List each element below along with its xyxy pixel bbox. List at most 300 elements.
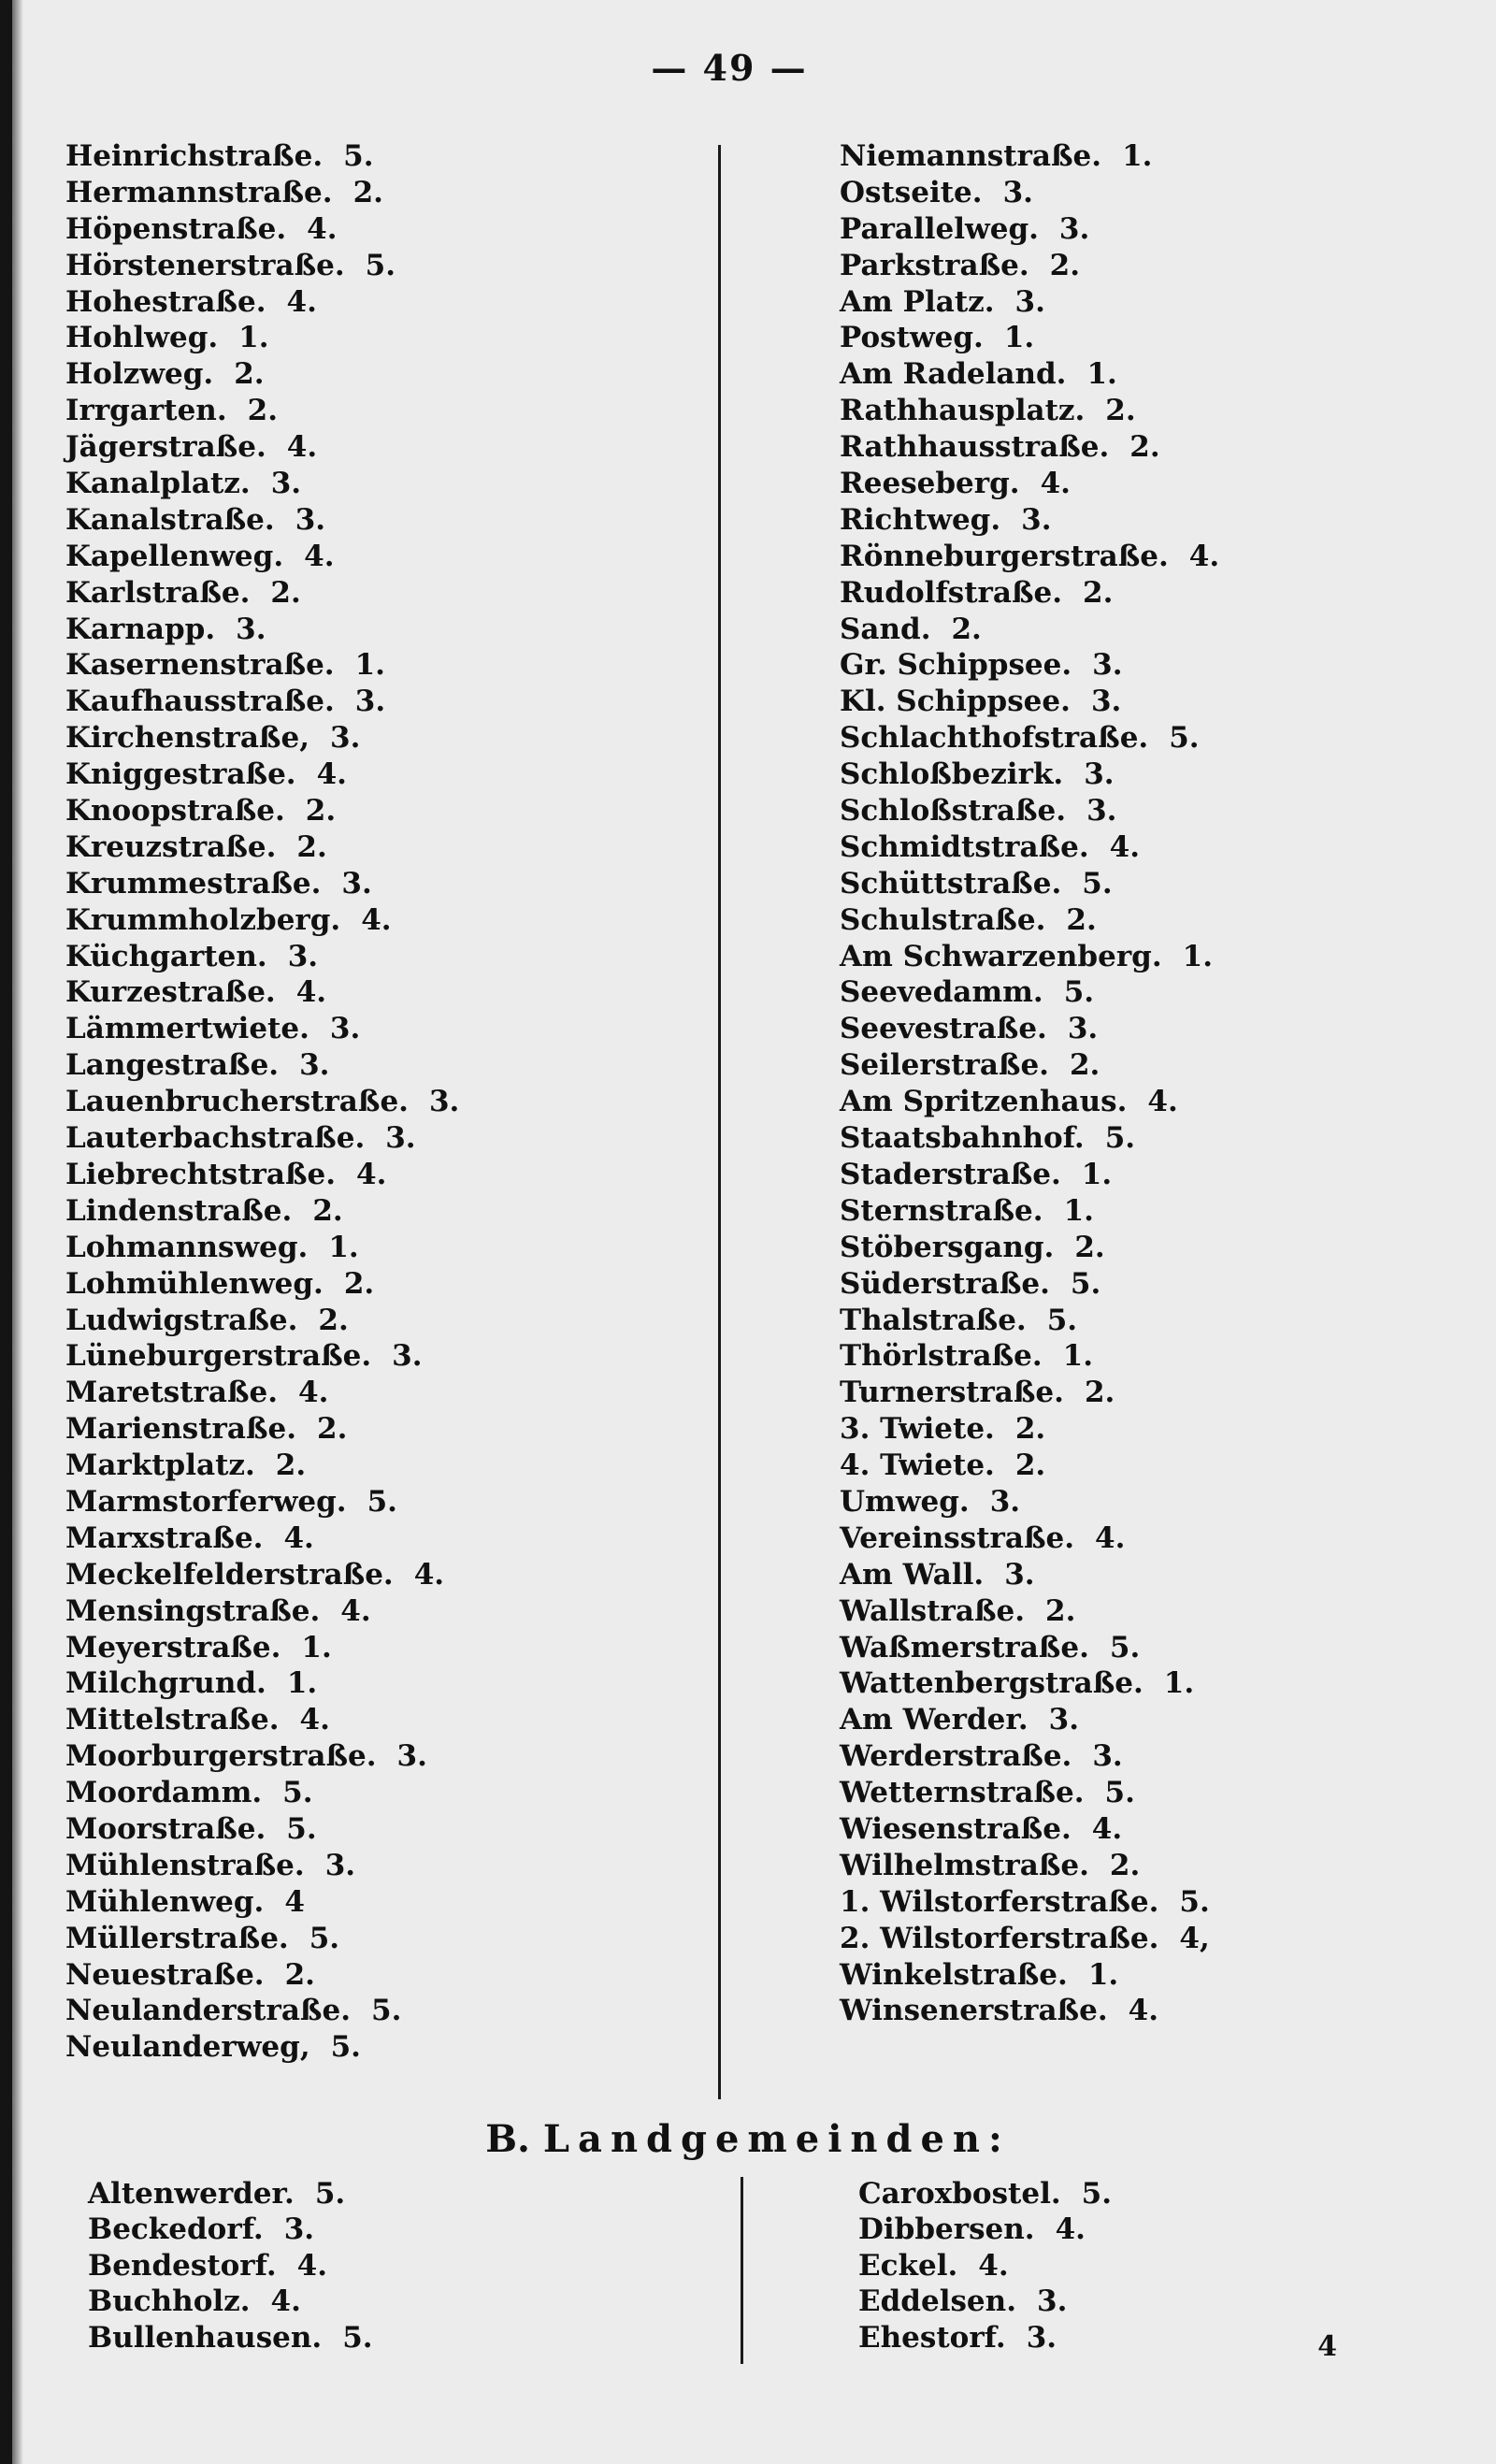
entry-name: Mühlenweg. <box>65 1884 265 1919</box>
entry-name: Schlachthofstraße. <box>840 721 1149 756</box>
list-entry <box>840 138 1219 175</box>
entry-number: 2. <box>1049 248 1081 282</box>
list-entry <box>65 393 459 429</box>
entry-name: Seevedamm. <box>840 975 1043 1010</box>
list-entry <box>65 939 459 975</box>
list-entry <box>65 575 459 612</box>
list-entry <box>840 575 1219 612</box>
entry-number: 2. <box>234 357 265 392</box>
list-entry <box>840 1665 1219 1702</box>
community-list-left <box>88 2176 373 2356</box>
list-entry <box>65 248 459 284</box>
entry-name: Am Wall. <box>840 1557 985 1592</box>
section-title: Landgemeinden: <box>542 2117 1011 2161</box>
entry-name: Mensingstraße. <box>65 1593 321 1628</box>
entry-number: 5. <box>1081 2177 1113 2211</box>
entry-name: Rönneburgerstraße. <box>840 539 1169 573</box>
entry-number: 4. <box>1188 539 1220 573</box>
entry-number: 5. <box>1109 1630 1141 1664</box>
list-entry <box>88 2248 373 2284</box>
entry-number: 5. <box>342 2320 373 2355</box>
entry-name: Wilhelmstraße. <box>840 1848 1089 1882</box>
entry-name: Bullenhausen. <box>88 2320 323 2355</box>
list-entry <box>65 684 459 720</box>
list-entry <box>65 1884 459 1921</box>
entry-number: 5. <box>1046 1303 1078 1337</box>
entry-number: 3. <box>324 1848 356 1882</box>
entry-name: Hermannstraße. <box>65 175 333 209</box>
entry-name: Rudolfstraße. <box>840 575 1063 610</box>
entry-name: Rathhausstraße. <box>840 430 1110 465</box>
list-entry <box>65 1993 459 2029</box>
entry-number: 4. <box>340 1593 371 1628</box>
list-entry <box>65 756 459 793</box>
entry-number: 5. <box>1169 721 1200 756</box>
entry-name: Am Werder. <box>840 1703 1028 1737</box>
entry-number: 1. <box>286 1666 318 1701</box>
entry-number: 3. <box>1037 2284 1068 2319</box>
entry-name: Marktplatz. <box>65 1448 255 1483</box>
entry-number: 3. <box>428 1085 460 1119</box>
list-entry <box>65 1593 459 1630</box>
entry-number: 4. <box>286 284 317 319</box>
entry-number: 5. <box>286 1811 317 1846</box>
signature-mark: 4 <box>1317 2330 1337 2363</box>
list-entry <box>858 2176 1112 2212</box>
entry-name: Höpenstraße. <box>65 211 287 246</box>
entry-number: 5. <box>371 1994 402 2028</box>
entry-number: 1. <box>238 321 269 355</box>
entry-name: Gr. Schippsee. <box>840 648 1072 683</box>
entry-number: 4. <box>1055 2212 1086 2247</box>
list-entry <box>840 1411 1219 1448</box>
entry-number: 2. <box>318 1303 349 1337</box>
entry-number: 3. <box>295 502 326 537</box>
list-entry <box>840 248 1219 284</box>
entry-number: 4. <box>295 975 327 1010</box>
entry-number: 4. <box>299 1703 330 1737</box>
entry-number: 4, <box>1179 1921 1210 1955</box>
list-entry <box>840 1775 1219 1811</box>
entry-name: Wetternstraße. <box>840 1776 1085 1810</box>
section-prefix: B. <box>485 2117 530 2161</box>
entry-name: Liebrechtstraße. <box>65 1157 337 1191</box>
entry-number: 1. <box>301 1630 332 1664</box>
entry-name: Mittelstraße. <box>65 1703 280 1737</box>
entry-name: Seevestraße. <box>840 1012 1047 1046</box>
entry-name: Am Spritzenhaus. <box>840 1085 1128 1119</box>
list-entry <box>65 539 459 575</box>
entry-name: Schüttstraße. <box>840 866 1062 901</box>
entry-name: Vereinsstraße. <box>840 1520 1075 1555</box>
list-entry <box>840 1230 1219 1266</box>
entry-name: Winsenerstraße. <box>840 1994 1108 2028</box>
entry-name: Wattenbergstraße. <box>840 1666 1144 1701</box>
list-entry <box>840 1884 1219 1921</box>
entry-name: Postweg. <box>840 321 984 355</box>
entry-number: 3. <box>396 1739 427 1774</box>
entry-number: 2. <box>343 1266 375 1301</box>
entry-name: Richtweg. <box>840 502 1001 537</box>
entry-number: 1. <box>328 1230 359 1264</box>
entry-name: Kanalstraße. <box>65 502 275 537</box>
entry-name: Kl. Schippsee. <box>840 684 1071 719</box>
entry-number: 5. <box>1104 1121 1136 1156</box>
entry-name: Lindenstraße. <box>65 1193 293 1228</box>
entry-number: 3. <box>299 1048 330 1083</box>
entry-number: 4. <box>1040 467 1071 501</box>
entry-name: 3. Twiete. <box>840 1412 995 1447</box>
entry-number: 5. <box>343 139 374 173</box>
entry-number: 2. <box>1083 575 1114 610</box>
list-entry <box>65 866 459 902</box>
list-entry <box>840 1921 1219 1957</box>
list-entry <box>65 1738 459 1775</box>
entry-name: Am Platz. <box>840 284 995 319</box>
entry-name: Kirchenstraße, <box>65 721 309 756</box>
entry-number: 2. <box>317 1412 348 1447</box>
entry-name: Bendestorf. <box>88 2248 277 2283</box>
entry-name: Eckel. <box>858 2248 958 2283</box>
list-entry <box>65 1957 459 1994</box>
list-entry <box>840 211 1219 248</box>
entry-number: 5. <box>367 1484 397 1519</box>
entry-number: 5. <box>314 2177 346 2211</box>
street-list-right <box>840 138 1219 2029</box>
entry-name: Altenwerder. <box>88 2177 295 2211</box>
entry-name: Kaufhausstraße. <box>65 684 335 719</box>
list-entry <box>65 1303 459 1339</box>
entry-name: Dibbersen. <box>858 2212 1035 2247</box>
entry-name: Kreuzstraße. <box>65 829 277 864</box>
list-entry <box>840 429 1219 466</box>
entry-number: 3. <box>1021 502 1052 537</box>
list-entry <box>65 1520 459 1557</box>
entry-number: 2. <box>1014 1412 1046 1447</box>
list-entry <box>840 829 1219 866</box>
entry-name: Moorburgerstraße. <box>65 1739 377 1774</box>
entry-name: Werderstraße. <box>840 1739 1072 1774</box>
list-entry <box>65 1848 459 1884</box>
entry-number: 2. <box>951 612 982 646</box>
entry-number: 4. <box>1091 1811 1123 1846</box>
entry-number: 3. <box>1086 794 1117 829</box>
entry-number: 3. <box>1084 757 1115 792</box>
list-entry <box>65 793 459 829</box>
list-entry <box>65 1193 459 1230</box>
entry-number: 2. <box>1045 1593 1076 1628</box>
list-entry <box>840 902 1219 939</box>
list-entry <box>840 1738 1219 1775</box>
list-entry <box>65 284 459 321</box>
list-entry <box>65 902 459 939</box>
entry-number: 5. <box>365 248 396 282</box>
entry-name: Schmidtstraße. <box>840 829 1089 864</box>
entry-number: 2. <box>1074 1230 1105 1264</box>
list-entry <box>65 320 459 356</box>
entry-name: Turnerstraße. <box>840 1376 1064 1410</box>
entry-name: Niemannstraße. <box>840 139 1102 173</box>
entry-number: 4. <box>298 1376 329 1410</box>
entry-name: Umweg. <box>840 1484 970 1519</box>
list-entry <box>65 211 459 248</box>
entry-name: Ehestorf. <box>858 2320 1006 2355</box>
entry-number: 3. <box>330 721 361 756</box>
column-divider <box>718 145 721 2099</box>
entry-number: 5. <box>330 2030 361 2065</box>
entry-name: Wallstraße. <box>840 1593 1026 1628</box>
list-entry <box>65 647 459 684</box>
column-divider <box>741 2177 743 2364</box>
list-entry <box>840 502 1219 539</box>
entry-number: 4. <box>304 539 335 573</box>
list-entry <box>65 612 459 648</box>
entry-name: Rathhausplatz. <box>840 394 1086 428</box>
entry-name: Reeseberg. <box>840 467 1020 501</box>
entry-name: Neulanderweg, <box>65 2030 310 2065</box>
entry-name: Küchgarten. <box>65 939 267 973</box>
entry-number: 1. <box>1062 1339 1094 1374</box>
entry-number: 3. <box>1002 175 1033 209</box>
entry-name: Lüneburgerstraße. <box>65 1339 372 1374</box>
entry-number: 2. <box>1084 1376 1115 1410</box>
entry-number: 4. <box>978 2248 1009 2283</box>
entry-name: Parallelweg. <box>840 211 1039 246</box>
entry-name: Knoopstraße. <box>65 794 285 829</box>
entry-number: 2. <box>352 175 383 209</box>
entry-name: Moordamm. <box>65 1776 263 1810</box>
list-entry <box>840 1993 1219 2029</box>
entry-number: 5. <box>282 1776 313 1810</box>
entry-name: Lauterbachstraße. <box>65 1121 366 1156</box>
entry-number: 4. <box>270 2284 301 2319</box>
list-entry <box>840 539 1219 575</box>
list-entry <box>65 1921 459 1957</box>
entry-number: 4 <box>284 1884 305 1919</box>
entry-name: Seilerstraße. <box>840 1048 1049 1083</box>
list-entry <box>65 175 459 211</box>
list-entry <box>88 2320 373 2356</box>
list-entry <box>840 393 1219 429</box>
entry-number: 3. <box>236 612 266 646</box>
list-entry <box>840 939 1219 975</box>
page-number: — 49 — <box>651 47 808 89</box>
list-entry <box>65 1157 459 1193</box>
entry-number: 3. <box>1092 648 1123 683</box>
entry-name: Lohmannsweg. <box>65 1230 309 1264</box>
entry-number: 2. <box>1066 902 1097 937</box>
entry-name: Staatsbahnhof. <box>840 1121 1085 1156</box>
entry-name: Milchgrund. <box>65 1666 266 1701</box>
entry-number: 3. <box>385 1121 416 1156</box>
entry-name: Parkstraße. <box>840 248 1029 282</box>
list-entry <box>88 2284 373 2319</box>
list-entry <box>840 1084 1219 1120</box>
entry-name: Thörlstraße. <box>840 1339 1043 1374</box>
entry-number: 2. <box>275 1448 307 1483</box>
entry-name: Ostseite. <box>840 175 983 209</box>
list-entry <box>65 1375 459 1411</box>
list-entry <box>840 866 1219 902</box>
entry-number: 3. <box>989 1484 1021 1519</box>
list-entry <box>858 2320 1112 2356</box>
list-entry <box>65 1557 459 1593</box>
entry-number: 5. <box>1070 1266 1101 1301</box>
entry-number: 3. <box>1026 2320 1057 2355</box>
entry-name: Hohlweg. <box>65 321 219 355</box>
section-heading <box>0 2117 1496 2161</box>
entry-name: Am Schwarzenberg. <box>840 939 1162 973</box>
entry-name: Karnapp. <box>65 612 216 646</box>
list-entry <box>65 138 459 175</box>
entry-number: 3. <box>1004 1557 1035 1592</box>
list-entry <box>65 356 459 393</box>
entry-name: 2. Wilstorferstraße. <box>840 1921 1159 1955</box>
entry-number: 1. <box>1182 939 1213 973</box>
entry-name: Süderstraße. <box>840 1266 1050 1301</box>
entry-name: Kanalplatz. <box>65 467 251 501</box>
list-entry <box>65 1338 459 1375</box>
entry-number: 4. <box>1147 1085 1178 1119</box>
list-entry <box>65 466 459 502</box>
list-entry <box>858 2248 1112 2284</box>
entry-number: 3. <box>354 684 386 719</box>
entry-name: 4. Twiete. <box>840 1448 995 1483</box>
entry-number: 5. <box>309 1921 340 1955</box>
list-entry <box>840 284 1219 321</box>
entry-name: Krummholzberg. <box>65 902 341 937</box>
entry-name: Schloßbezirk. <box>840 757 1064 792</box>
entry-name: Müllerstraße. <box>65 1921 289 1955</box>
entry-number: 5. <box>1104 1776 1135 1810</box>
entry-number: 2. <box>1109 1848 1141 1882</box>
list-entry <box>65 429 459 466</box>
entry-number: 1. <box>1086 357 1117 392</box>
entry-number: 2. <box>1069 1048 1100 1083</box>
list-entry <box>65 1665 459 1702</box>
entry-name: Jägerstraße. <box>65 430 266 465</box>
entry-name: Sand. <box>840 612 931 646</box>
street-list-left <box>65 138 459 2066</box>
entry-name: Marmstorferweg. <box>65 1484 347 1519</box>
entry-name: Neuestraße. <box>65 1957 265 1992</box>
entry-number: 4. <box>296 2248 328 2283</box>
entry-name: Hörstenerstraße. <box>65 248 345 282</box>
entry-number: 4. <box>413 1557 445 1592</box>
entry-name: Wiesenstraße. <box>840 1811 1072 1846</box>
entry-name: Kurzestraße. <box>65 975 276 1010</box>
list-entry <box>840 793 1219 829</box>
list-entry <box>65 720 459 756</box>
entry-name: 1. Wilstorferstraße. <box>840 1884 1159 1919</box>
entry-number: 3. <box>1058 211 1090 246</box>
entry-number: 3. <box>1067 1012 1099 1046</box>
entry-name: Moorstraße. <box>65 1811 266 1846</box>
entry-number: 4. <box>1109 829 1141 864</box>
entry-name: Holzweg. <box>65 357 214 392</box>
entry-name: Thalstraße. <box>840 1303 1027 1337</box>
entry-name: Stöbersgang. <box>840 1230 1055 1264</box>
entry-number: 2. <box>305 794 337 829</box>
entry-name: Neulanderstraße. <box>65 1994 351 2028</box>
entry-number: 3. <box>1092 1739 1123 1774</box>
list-entry <box>65 502 459 539</box>
entry-number: 5. <box>1063 975 1095 1010</box>
entry-name: Heinrichstraße. <box>65 139 324 173</box>
entry-number: 5. <box>1082 866 1113 901</box>
entry-number: 3. <box>392 1339 423 1374</box>
entry-name: Marxstraße. <box>65 1520 264 1555</box>
entry-name: Mühlenstraße. <box>65 1848 305 1882</box>
entry-number: 3. <box>287 939 319 973</box>
entry-name: Langestraße. <box>65 1048 280 1083</box>
entry-name: Hohestraße. <box>65 284 266 319</box>
entry-name: Schulstraße. <box>840 902 1046 937</box>
entry-number: 1. <box>1122 139 1153 173</box>
entry-name: Waßmerstraße. <box>840 1630 1089 1664</box>
entry-number: 4. <box>286 430 318 465</box>
entry-name: Meyerstraße. <box>65 1630 281 1664</box>
list-entry <box>65 1411 459 1448</box>
list-entry <box>840 1811 1219 1848</box>
entry-number: 4. <box>361 902 392 937</box>
list-entry <box>840 1338 1219 1375</box>
entry-number: 2. <box>296 829 327 864</box>
entry-name: Kasernenstraße. <box>65 648 335 683</box>
list-entry <box>840 175 1219 211</box>
entry-number: 1. <box>354 648 385 683</box>
entry-number: 3. <box>341 866 372 901</box>
list-entry <box>65 1120 459 1157</box>
list-entry <box>840 756 1219 793</box>
list-entry <box>65 1230 459 1266</box>
list-entry <box>840 1484 1219 1520</box>
list-entry <box>840 1593 1219 1630</box>
entry-name: Caroxbostel. <box>858 2177 1061 2211</box>
list-entry <box>65 2029 459 2066</box>
list-entry <box>840 647 1219 684</box>
list-entry <box>65 1630 459 1666</box>
entry-name: Am Radeland. <box>840 357 1067 392</box>
entry-name: Lauenbrucherstraße. <box>65 1085 409 1119</box>
list-entry <box>88 2176 373 2212</box>
entry-name: Staderstraße. <box>840 1157 1061 1191</box>
entry-number: 2. <box>312 1193 343 1228</box>
list-entry <box>840 1520 1219 1557</box>
entry-number: 1. <box>1003 321 1035 355</box>
binding-shadow <box>12 0 23 2464</box>
entry-name: Eddelsen. <box>858 2284 1016 2319</box>
entry-number: 5. <box>1179 1884 1210 1919</box>
list-entry <box>858 2212 1112 2247</box>
list-entry <box>840 1702 1219 1738</box>
entry-number: 3. <box>270 467 302 501</box>
list-entry <box>840 1193 1219 1230</box>
entry-number: 1. <box>1063 1193 1094 1228</box>
entry-name: Lämmertwiete. <box>65 1012 309 1046</box>
entry-number: 4. <box>1128 1994 1158 2028</box>
entry-number: 4. <box>356 1157 387 1191</box>
entry-number: 2. <box>284 1957 315 1992</box>
list-entry <box>65 1484 459 1520</box>
entry-name: Ludwigstraße. <box>65 1303 298 1337</box>
list-entry <box>840 1848 1219 1884</box>
list-entry <box>840 612 1219 648</box>
list-entry <box>88 2212 373 2247</box>
entry-name: Schloßstraße. <box>840 794 1067 829</box>
list-entry <box>840 1448 1219 1484</box>
list-entry <box>840 1266 1219 1303</box>
